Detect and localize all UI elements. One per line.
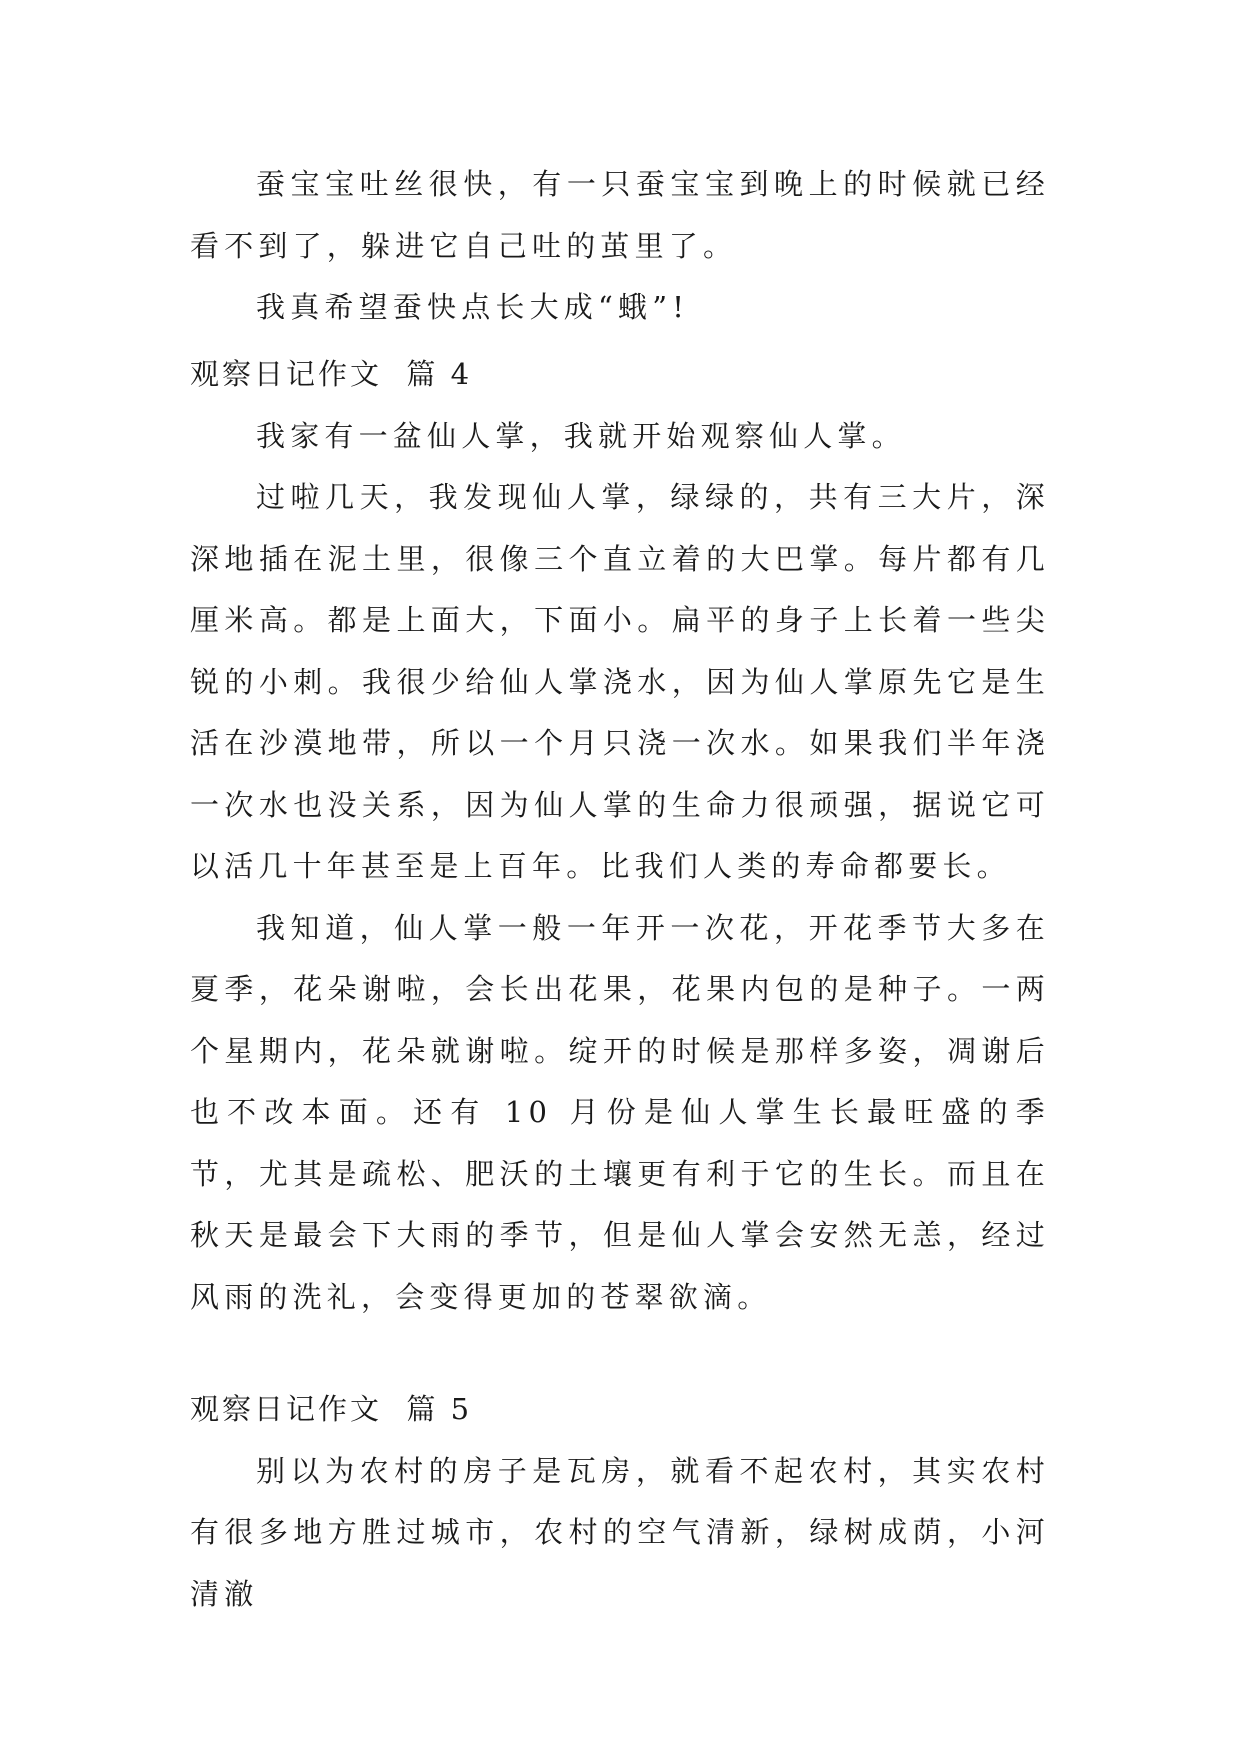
paragraph-silkworm-spinning: 蚕宝宝吐丝很快，有一只蚕宝宝到晚上的时候就已经看不到了，躲进它自己吐的茧里了。 — [190, 167, 1050, 263]
section-5 — [190, 1379, 1050, 1625]
section-heading-4: 观察日记作文 篇 4 — [190, 357, 473, 391]
paragraph-cactus-description: 过啦几天，我发现仙人掌，绿绿的，共有三大片，深深地插在泥土里，很像三个直立着的大巴掌。每片都有几厘米高。都是上面大，下面小。扁平的身子上长着一些尖锐的小刺。我很少给仙人掌浇水，因为仙人掌原先它是生活在沙漠地带，所以一个月只浇一次水。如果我们半年浇一次水也没关系，因为仙人掌的生命力很顽强，据说它可以活几十年甚至是上百年。比我们人类的寿命都要长。 — [190, 480, 1050, 883]
section-continuation — [190, 154, 1050, 339]
paragraph-cactus-intro: 我家有一盆仙人掌，我就开始观察仙人掌。 — [256, 418, 906, 453]
section-heading-5: 观察日记作文 篇 5 — [190, 1392, 473, 1426]
paragraph-cactus-flowering: 我知道，仙人掌一般一年开一次花，开花季节大多在夏季，花朵谢啦，会长出花果，花果内包的是种子。一两个星期内，花朵就谢啦。绽开的时候是那样多姿，凋谢后也不改本面。还有 10 月份是仙人掌生长最旺盛的季节，尤其是疏松、肥沃的土壤更有利于它的生长。而且在秋天是最会下大雨的季节，但是仙人掌会安然无恙，经过风雨的洗礼，会变得更加的苍翠欲滴。 — [190, 910, 1050, 1314]
paragraph-silkworm-wish: 我真希望蚕快点长大成“蛾”! — [256, 290, 690, 324]
section-4 — [190, 344, 1050, 1328]
paragraph-countryside: 别以为农村的房子是瓦房，就看不起农村，其实农村有很多地方胜过城市，农村的空气清新，绿树成荫，小河清澈 — [190, 1453, 1050, 1611]
